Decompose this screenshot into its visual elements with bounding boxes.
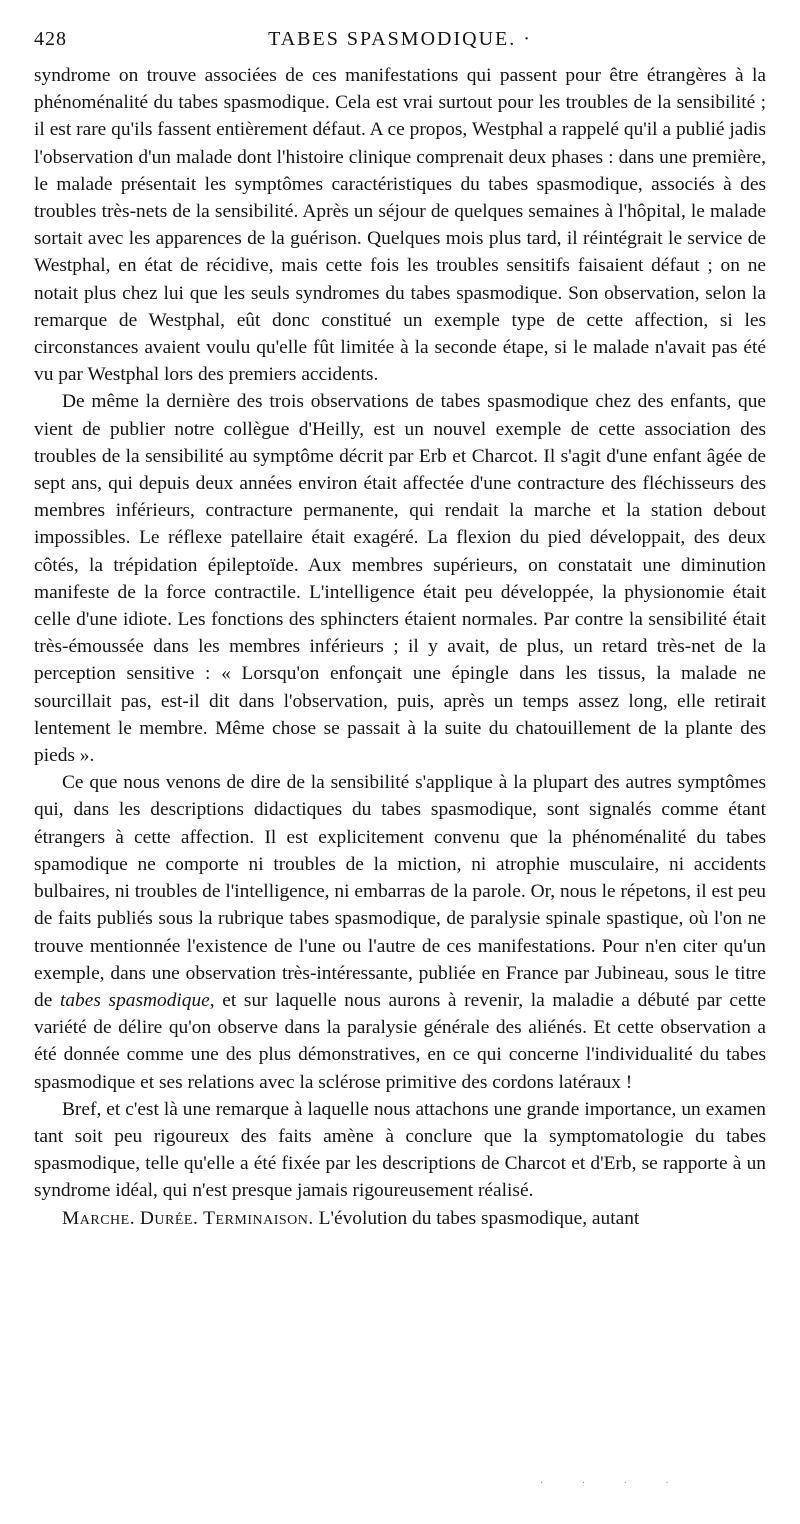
page-header [34, 28, 766, 62]
section-heading-marche: Marche. [62, 1207, 136, 1229]
running-title [34, 28, 766, 51]
paragraph-5 [34, 1205, 766, 1232]
paragraph-5-text: L'évolution du tabes spasmodique, autant [318, 1207, 640, 1229]
running-title-text: TABES SPASMODIQUE. [268, 28, 517, 50]
page-number: 428 [34, 28, 67, 50]
paragraph-3-italic-title: tabes spasmodique [59, 989, 210, 1011]
section-heading-duree: Durée. [139, 1207, 199, 1229]
paragraph-4: Bref, et c'est là une remarque à laquelle nous attachons une grande importance, un examen tant soit peu rigoureux des faits amène à conclure que la symptomatologie du tabes spasmodique, telle qu'elle a été fixée par les descriptions de Charcot et d'Erb, se rapporte à un syndrome idéal, qui n'est presque jamais rigoureusement réalisé. [34, 1098, 766, 1202]
book-page [34, 28, 766, 1232]
stray-mark: · [523, 28, 532, 50]
paragraph-1: syndrome on trouve associées de ces manifestations qui passent pour être étrangères à la phénoménalité du tabes spasmodique. Cela est vrai surtout pour les troubles de la sensibilité ; il est rare qu'ils fassent entièrement défaut. A ce propos, Westphal a rappelé qu'il a publié jadis l'observation d'un malade dont l'histoire clinique comprenait deux phases : dans une première, le malade présentait les symptômes caractéristiques du tabes spasmodique, associés à des troubles très-nets de la sensibilité. Après un séjour de quelques semaines à l'hôpital, le malade sortait avec les apparences de la guérison. Quelques mois plus tard, il réintégrait le service de Westphal, en état de récidive, mais cette fois les troubles sensitifs faisaient défaut ; on ne notait plus chez lui que les seuls syndromes du tabes spasmodique. Son observation, selon la remarque de Westphal, eût donc constitué un exemple type de cette affection, si les circonstances avaient voulu qu'elle fût limitée à la seconde étape, si le malade n'avait pas été vu par Westphal lors des premiers accidents. [34, 65, 766, 386]
section-heading-terminaison: Terminaison. [203, 1207, 314, 1229]
paragraph-2: De même la dernière des trois observations de tabes spasmodique chez des enfants, que vient de publier notre collègue d'Heilly, est un nouvel exemple de cette association des troubles de la sensibilité au symptôme décrit par Erb et Charcot. Il s'agit d'une enfant âgée de sept ans, qui depuis deux années environ était affectée d'une contracture des fléchisseurs des membres inférieurs, contracture permanente, qui rendait la marche et la station debout impossibles. Le réflexe patellaire était exagéré. La flexion du pied développait, des deux côtés, la trépidation épileptoïde. Aux membres supérieurs, on constatait une diminution manifeste de la force contractile. L'intelligence était peu développée, la physionomie était celle d'une idiote. Les fonctions des sphincters étaient normales. Par contre la sensibilité était très-émoussée dans les membres inférieurs ; il y avait, de plus, un retard très-net de la perception sensitive : « Lorsqu'on enfonçait une épingle dans les tissus, la malade ne sourcillait pas, est-il dit dans l'observation, puis, après un temps assez long, elle retirait lentement le membre. Même chose se passait à la suite du chatouillement de la plante des pieds ». [34, 391, 766, 767]
paragraph-3-text-after: , et sur laquelle nous aurons à revenir, la maladie a débuté par cette variété de délire qu'on observe dans la paralysie générale des aliénés. Et cette observation a été donnée comme une des plus démonstratives, en ce qui concerne l'individualité du tabes spasmodique et ses relations avec la sclérose primitive des cordons latéraux ! [34, 989, 766, 1093]
footer-marks: · · · · [540, 1478, 687, 1489]
paragraph-3-text-before: Ce que nous venons de dire de la sensibilité s'applique à la plupart des autres symptômes qui, dans les descriptions didactiques du tabes spasmodique, sont signalés comme étant étrangers à cette affection. Il est explicitement convenu que la phénoménalité du tabes spamodique ne comporte ni troubles de la miction, ni atrophie musculaire, ni accidents bulbaires, ni troubles de l'intelligence, ni embarras de la parole. Or, nous le répetons, il est peu de faits publiés sous la rubrique tabes spasmodique, de paralysie spinale spastique, où l'on ne trouve mentionnée l'existence de l'une ou l'autre de ces manifestations. Pour n'en citer qu'un exemple, dans une observation très-intéressante, publiée en France par Jubineau, sous le titre de [34, 772, 766, 1011]
paragraph-3 [34, 769, 766, 1095]
